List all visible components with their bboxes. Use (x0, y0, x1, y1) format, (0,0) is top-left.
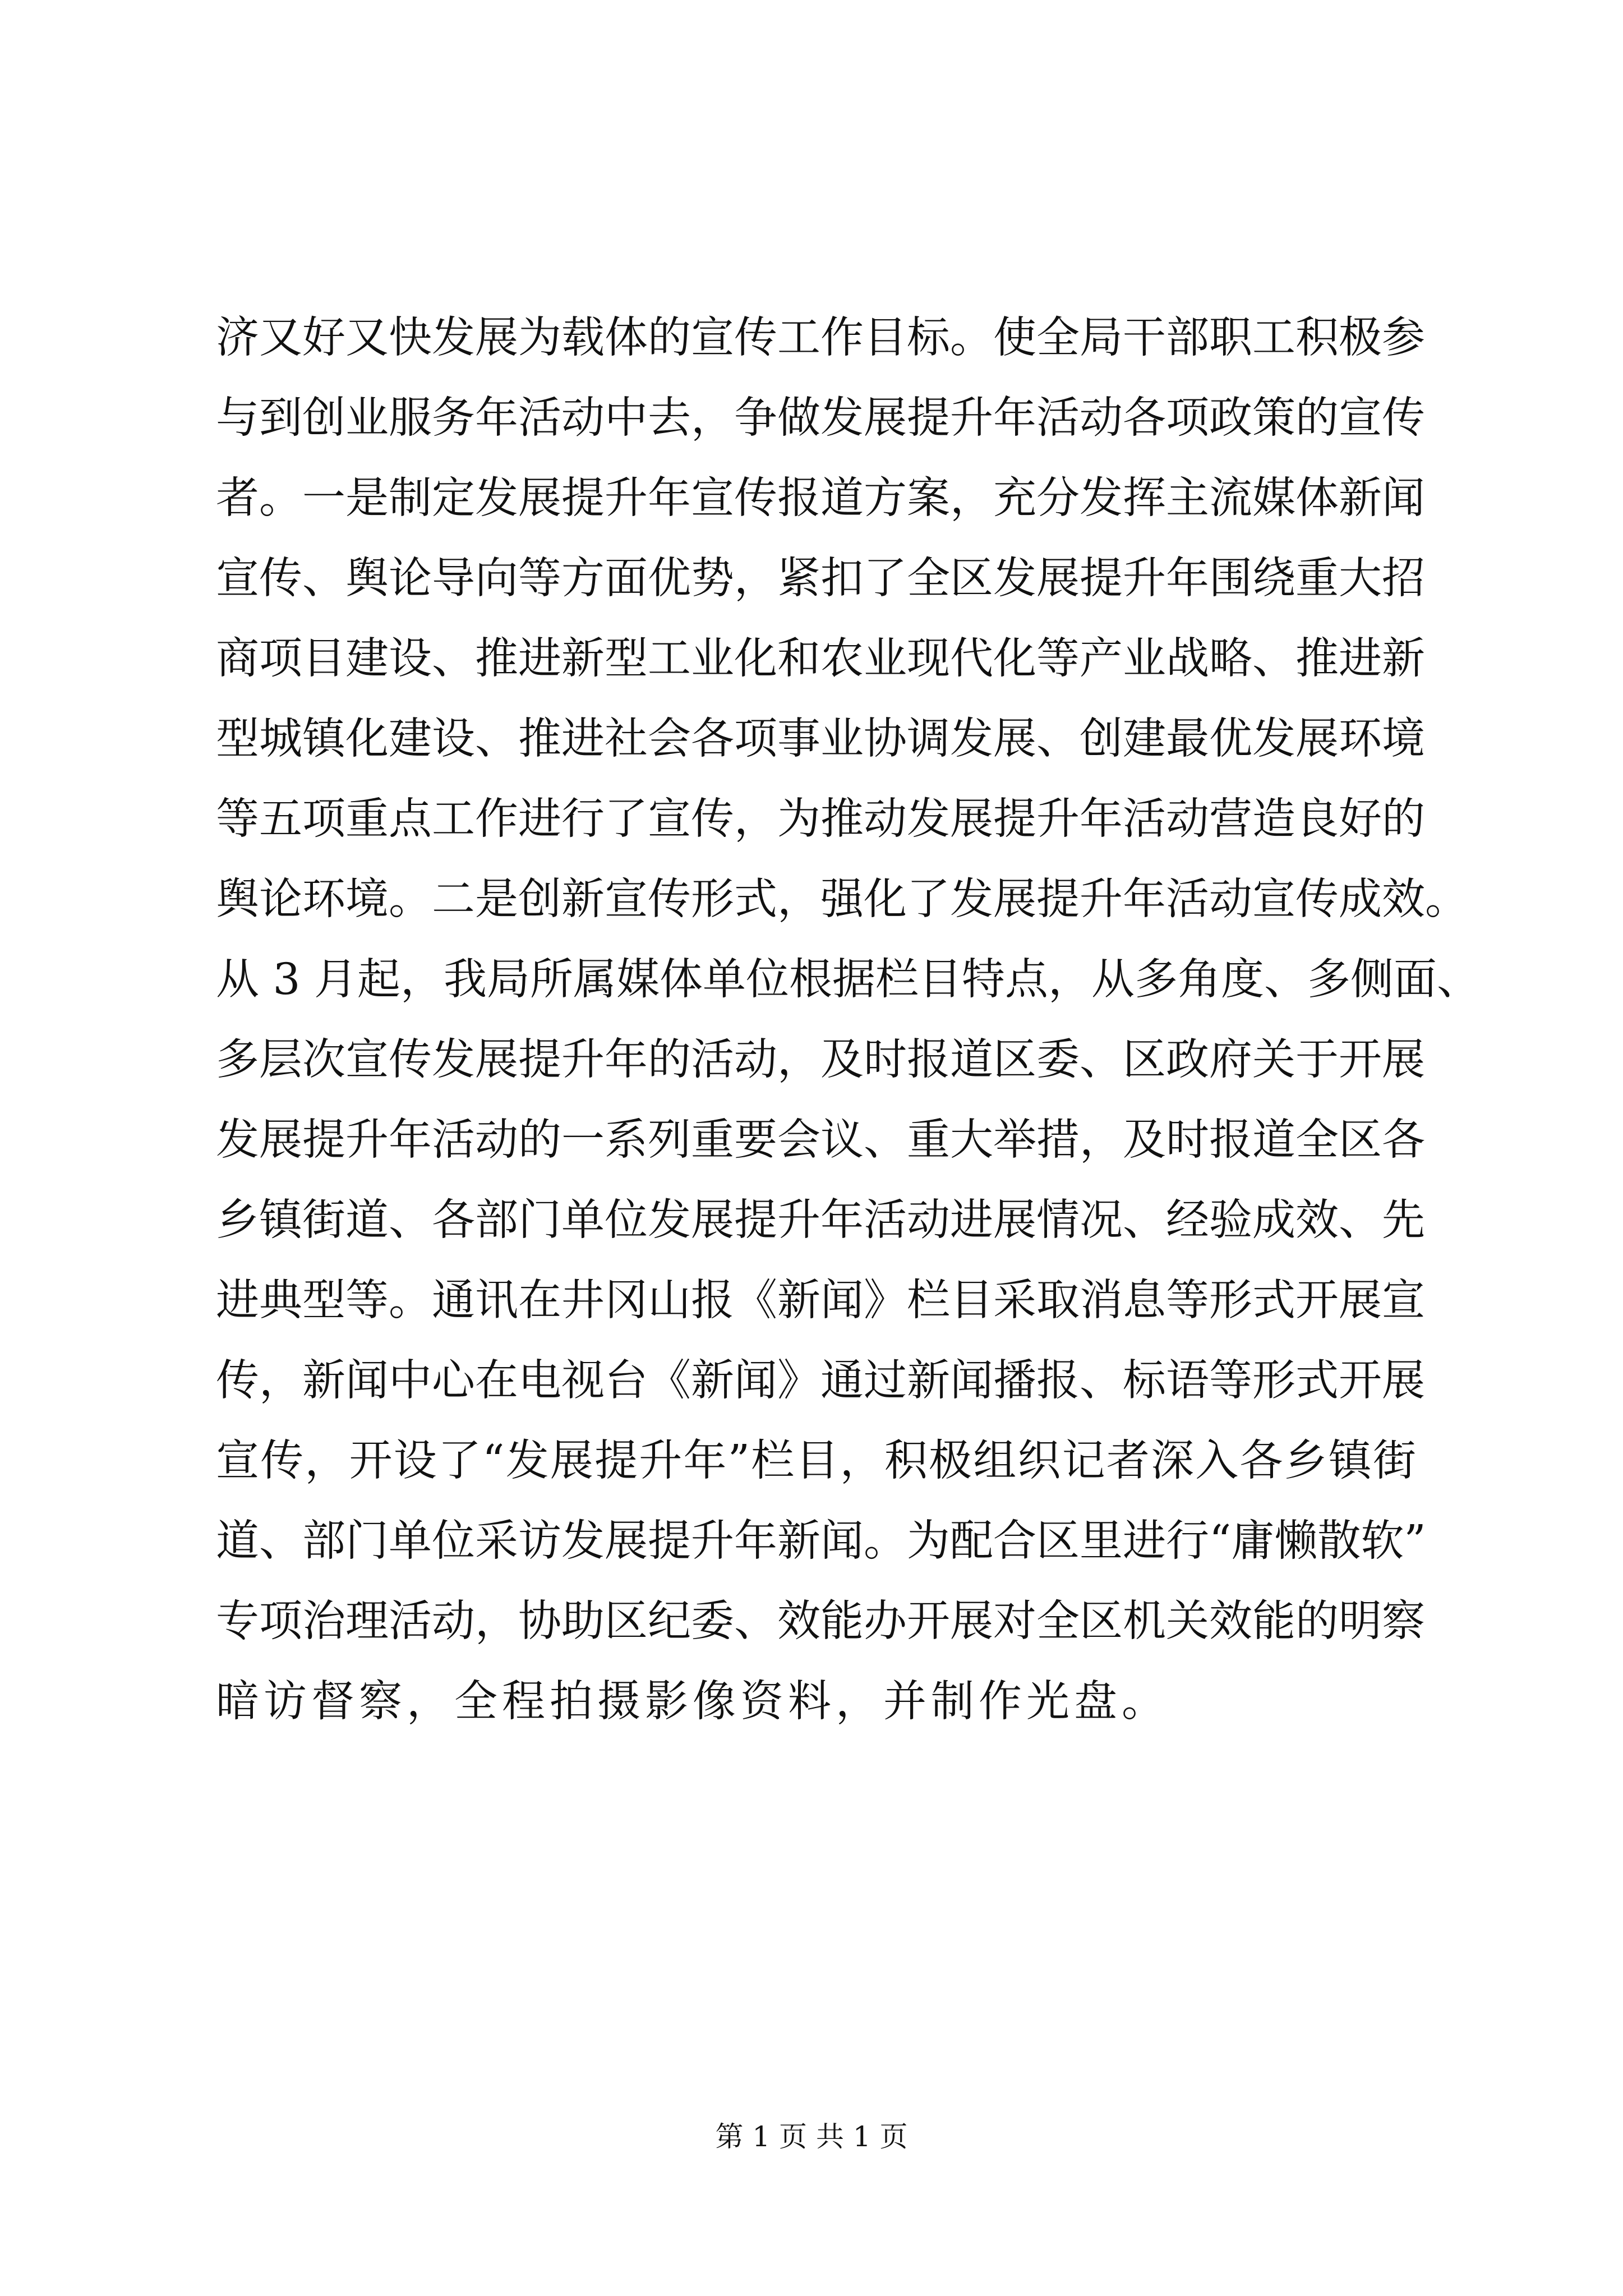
text-line: 等五项重点工作进行了宣传，为推动发展提升年活动营造良好的 (216, 794, 1425, 844)
text-line: 型城镇化建设、推进社会各项事业协调发展、创建最优发展环境 (216, 714, 1425, 764)
text-line-last: 暗访督察，全程拍摄影像资料，并制作光盘。 (216, 1677, 1169, 1727)
page-footer: 第 1 页 共 1 页 (715, 2120, 908, 2153)
text-line: 济又好又快发展为载体的宣传工作目标。使全局干部职工积极参 (216, 313, 1425, 363)
body-text (216, 298, 1480, 1742)
text-line: 从 3 月起，我局所属媒体单位根据栏目特点，从多角度、多侧面、 (216, 955, 1480, 1005)
text-line: 发展提升年活动的一系列重要会议、重大举措，及时报道全区各 (216, 1115, 1425, 1165)
text-line: 舆论环境。二是创新宣传形式，强化了发展提升年活动宣传成效。 (216, 875, 1468, 924)
text-line: 进典型等。通讯在井冈山报《新闻》栏目采取消息等形式开展宣 (216, 1276, 1425, 1326)
text-line: 与到创业服务年活动中去，争做发展提升年活动各项政策的宣传 (216, 393, 1425, 443)
text-line: 宣传、舆论导向等方面优势，紧扣了全区发展提升年围绕重大招 (216, 554, 1425, 604)
text-line: 传，新闻中心在电视台《新闻》通过新闻播报、标语等形式开展 (216, 1356, 1425, 1406)
text-line: 宣传，开设了“发展提升年”栏目，积极组织记者深入各乡镇街 (216, 1436, 1416, 1486)
text-line: 道、部门单位采访发展提升年新闻。为配合区里进行“庸懒散软” (216, 1516, 1426, 1566)
text-line: 商项目建设、推进新型工业化和农业现代化等产业战略、推进新 (216, 634, 1425, 684)
text-line: 乡镇街道、各部门单位发展提升年活动进展情况、经验成效、先 (216, 1195, 1425, 1245)
text-line: 专项治理活动，协助区纪委、效能办开展对全区机关效能的明察 (216, 1596, 1425, 1646)
text-line: 者。一是制定发展提升年宣传报道方案，充分发挥主流媒体新闻 (216, 473, 1425, 523)
text-line: 多层次宣传发展提升年的活动，及时报道区委、区政府关于开展 (216, 1035, 1425, 1085)
